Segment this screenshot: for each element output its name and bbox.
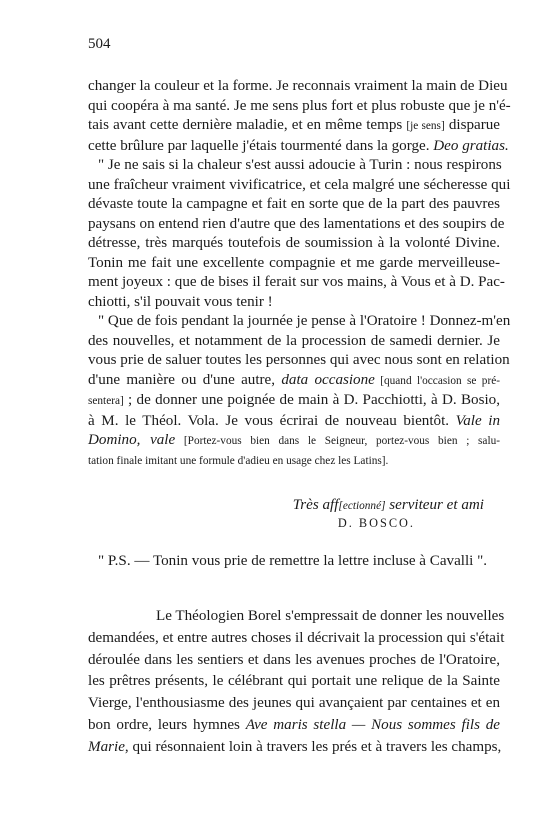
text-line: [88, 137, 509, 157]
closing-text: Très aff: [292, 497, 339, 513]
closing-formula: [88, 497, 500, 514]
hymn-titles: Ave maris stella — Nous sommes fils de: [245, 716, 500, 733]
text-line: une fraîcheur vraiment vivificatrice, et cela malgré une sécheresse qui: [88, 176, 511, 193]
text-line: [88, 371, 500, 392]
letter-body: [88, 77, 511, 471]
text-line: [88, 412, 500, 432]
text-line: déroulée dans les sentiers et dans les avenues proches de l'Oratoire,: [88, 651, 500, 668]
text-line: les prêtres présents, le célébrant qui portait une relique de la Sainte: [88, 673, 500, 690]
text-line: Vierge, l'enthousiasme des jeunes qui avançaient par centaines et en: [88, 695, 500, 712]
latin-phrase: Deo gratias.: [433, 137, 509, 154]
text-line: " Je ne sais si la chaleur s'est aussi adoucie à Turin : nous respirons: [98, 157, 502, 173]
text-line: [88, 715, 500, 737]
text-line: [88, 391, 500, 412]
text-line: des nouvelles, et notamment de la procession de samedi dernier. Je: [88, 332, 500, 349]
latin-phrase: Domino, vale: [88, 432, 176, 448]
text-line: tation finale imitant une formule d'adieu en usage chez les Latins].: [88, 454, 389, 467]
text-line: changer la couleur et la forme. Je reconnais vraiment la main de Dieu: [88, 78, 508, 94]
text-span: à M. le Théol. Vola. Je vous écrirai de nouveau bientôt.: [88, 412, 456, 429]
text-line: qui coopéra à ma santé. Je me sens plus fort et plus robuste que je n'é-: [88, 97, 511, 114]
text-line: chiotti, s'il pouvait vous tenir !: [88, 293, 273, 310]
text-line: [88, 737, 500, 759]
text-line: ment joyeux : que de bises il ferait sur vos mains, à Vous et à D. Pac-: [88, 274, 505, 290]
signature-name: D. BOSCO.: [337, 516, 415, 530]
text-span: bon ordre, leurs hymnes: [88, 716, 246, 733]
text-span: ; de donner une poignée de main à D. Pacchiotti, à D. Bosio,: [123, 392, 500, 408]
text-line: Tonin me fait une excellente compagnie et me garde merveilleuse-: [88, 254, 500, 271]
latin-phrase: data occasione: [281, 371, 375, 388]
text-line: dévaste toute la campagne et fait en sorte que de la part des pauvres: [88, 196, 500, 212]
latin-phrase: Vale in: [455, 412, 500, 429]
text-span: disparue: [444, 117, 500, 133]
editorial-insert: [je sens]: [406, 120, 445, 132]
text-span: d'une manière ou d'une autre,: [88, 371, 282, 388]
text-line: paysans on entend rien d'autre que des lamentations et des soupirs de: [88, 215, 505, 232]
hymn-titles: Marie: [88, 738, 125, 755]
text-line: Le Théologien Borel s'empressait de donner les nouvelles: [156, 608, 505, 624]
text-line: vous prie de saluer toutes les personnes qui avec nous sont en relation: [88, 352, 510, 368]
editorial-insert: [quand l'occasion se pré-: [374, 374, 500, 387]
text-line: [88, 431, 500, 452]
text-line: [88, 116, 500, 137]
postscript: " P.S. — Tonin vous prie de remettre la lettre incluse à Cavalli ".: [98, 553, 488, 569]
closing-text: serviteur et ami: [385, 497, 484, 513]
editorial-insert: [ectionné]: [338, 500, 386, 512]
text-line: demandées, et entre autres choses il décrivait la procession qui s'était: [88, 629, 505, 646]
text-line: " Que de fois pendant la journée je pense à l'Oratoire ! Donnez-m'en: [98, 313, 511, 329]
page-number: 504: [88, 36, 111, 52]
editorial-insert: [Portez-vous bien dans le Seigneur, portez-vous bien ; salu-: [175, 435, 500, 447]
text-span: cette brûlure par laquelle j'étais tourmenté dans la gorge.: [88, 137, 434, 154]
narrative-body: [88, 606, 505, 759]
text-span: , qui résonnaient loin à travers les prés et à travers les champs,: [124, 738, 502, 755]
text-span: tais avant cette dernière maladie, et en même temps: [88, 117, 407, 133]
editorial-insert: sentera]: [88, 395, 124, 407]
text-line: détresse, très marqués toutefois de soumission à la volonté Divine.: [88, 235, 500, 251]
